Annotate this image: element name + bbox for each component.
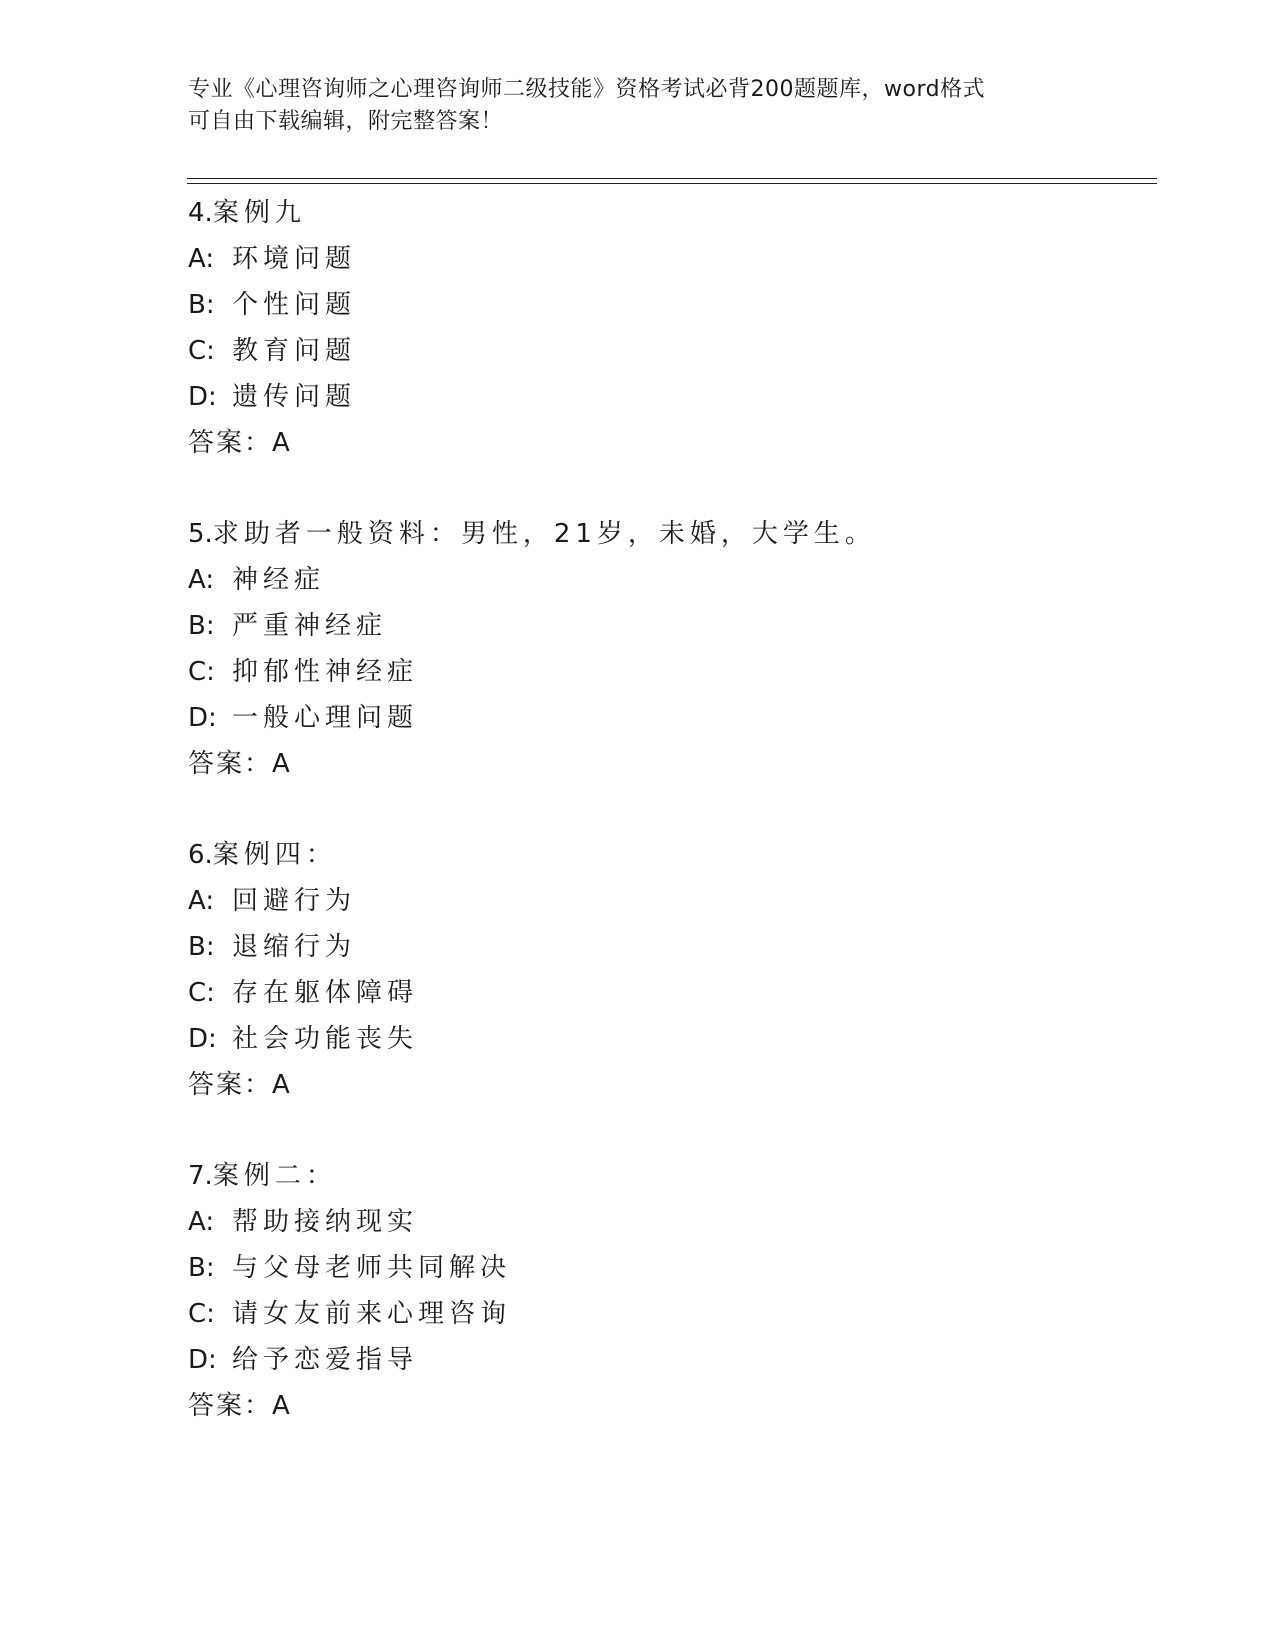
option-b [188,603,1148,649]
option-text: 请女友前来心理咨询 [232,1299,512,1329]
option-text: 退缩行为 [232,932,357,962]
answer-value: A [272,1070,290,1100]
question-item [188,190,1148,466]
answer-value: A [272,749,290,779]
option-letter: C: [188,978,215,1008]
option-d [188,1016,1148,1062]
option-text: 神经症 [232,565,326,595]
option-letter: B: [188,932,215,962]
option-b [188,924,1148,970]
question-text: 案例二： [212,1161,337,1191]
question-text: 求助者一般资料：男性，21岁，未婚，大学生。 [212,519,876,549]
header-line-1: 专业《心理咨询师之心理咨询师二级技能》资格考试必背200题题库，word格式 [188,77,986,102]
question-stem [188,511,1148,557]
question-number: 6. [188,840,213,870]
option-a [188,557,1148,603]
answer-label: 答案： [188,1391,273,1421]
option-c [188,328,1148,374]
question-list [188,190,1148,1474]
option-b [188,1245,1148,1291]
option-letter: D: [188,382,217,412]
answer-value: A [272,1391,290,1421]
option-letter: C: [188,1299,215,1329]
option-text: 抑郁性神经症 [232,657,419,687]
answer-label: 答案： [188,749,273,779]
header-line-2: 可自由下载编辑，附完整答案！ [188,109,504,134]
option-letter: C: [188,336,215,366]
option-b [188,282,1148,328]
option-letter: B: [188,1253,215,1283]
option-text: 环境问题 [232,244,357,274]
option-letter: A: [188,244,215,274]
option-text: 存在躯体障碍 [232,978,419,1008]
option-a [188,878,1148,924]
option-d [188,1337,1148,1383]
option-text: 个性问题 [232,290,357,320]
option-text: 遗传问题 [232,382,357,412]
question-item [188,1153,1148,1429]
option-letter: B: [188,290,215,320]
option-a [188,1199,1148,1245]
answer-label: 答案： [188,1070,273,1100]
question-text: 案例四： [212,840,337,870]
option-c [188,970,1148,1016]
answer-label: 答案： [188,428,273,458]
option-text: 给予恋爱指导 [232,1345,419,1375]
option-text: 与父母老师共同解决 [232,1253,512,1283]
answer-line [188,1383,1148,1429]
option-c [188,1291,1148,1337]
option-d [188,695,1148,741]
question-item [188,511,1148,787]
header-divider-bottom [187,183,1157,184]
question-number: 5. [188,519,213,549]
question-number: 7. [188,1161,213,1191]
question-text: 案例九 [212,198,306,228]
answer-line [188,1062,1148,1108]
option-text: 社会功能丧失 [232,1024,419,1054]
question-stem [188,832,1148,878]
option-a [188,236,1148,282]
option-letter: A: [188,1207,215,1237]
document-header [188,74,1088,138]
question-number: 4. [188,198,213,228]
answer-value: A [272,428,290,458]
option-letter: D: [188,703,217,733]
option-letter: A: [188,565,215,595]
option-text: 严重神经症 [232,611,388,641]
question-stem [188,1153,1148,1199]
option-c [188,649,1148,695]
option-d [188,374,1148,420]
header-divider-top [187,178,1157,179]
option-text: 回避行为 [232,886,357,916]
question-item [188,832,1148,1108]
option-text: 帮助接纳现实 [232,1207,419,1237]
option-letter: C: [188,657,215,687]
option-letter: D: [188,1024,217,1054]
answer-line [188,741,1148,787]
option-letter: D: [188,1345,217,1375]
option-text: 教育问题 [232,336,357,366]
option-letter: A: [188,886,215,916]
question-stem [188,190,1148,236]
option-text: 一般心理问题 [232,703,419,733]
answer-line [188,420,1148,466]
option-letter: B: [188,611,215,641]
